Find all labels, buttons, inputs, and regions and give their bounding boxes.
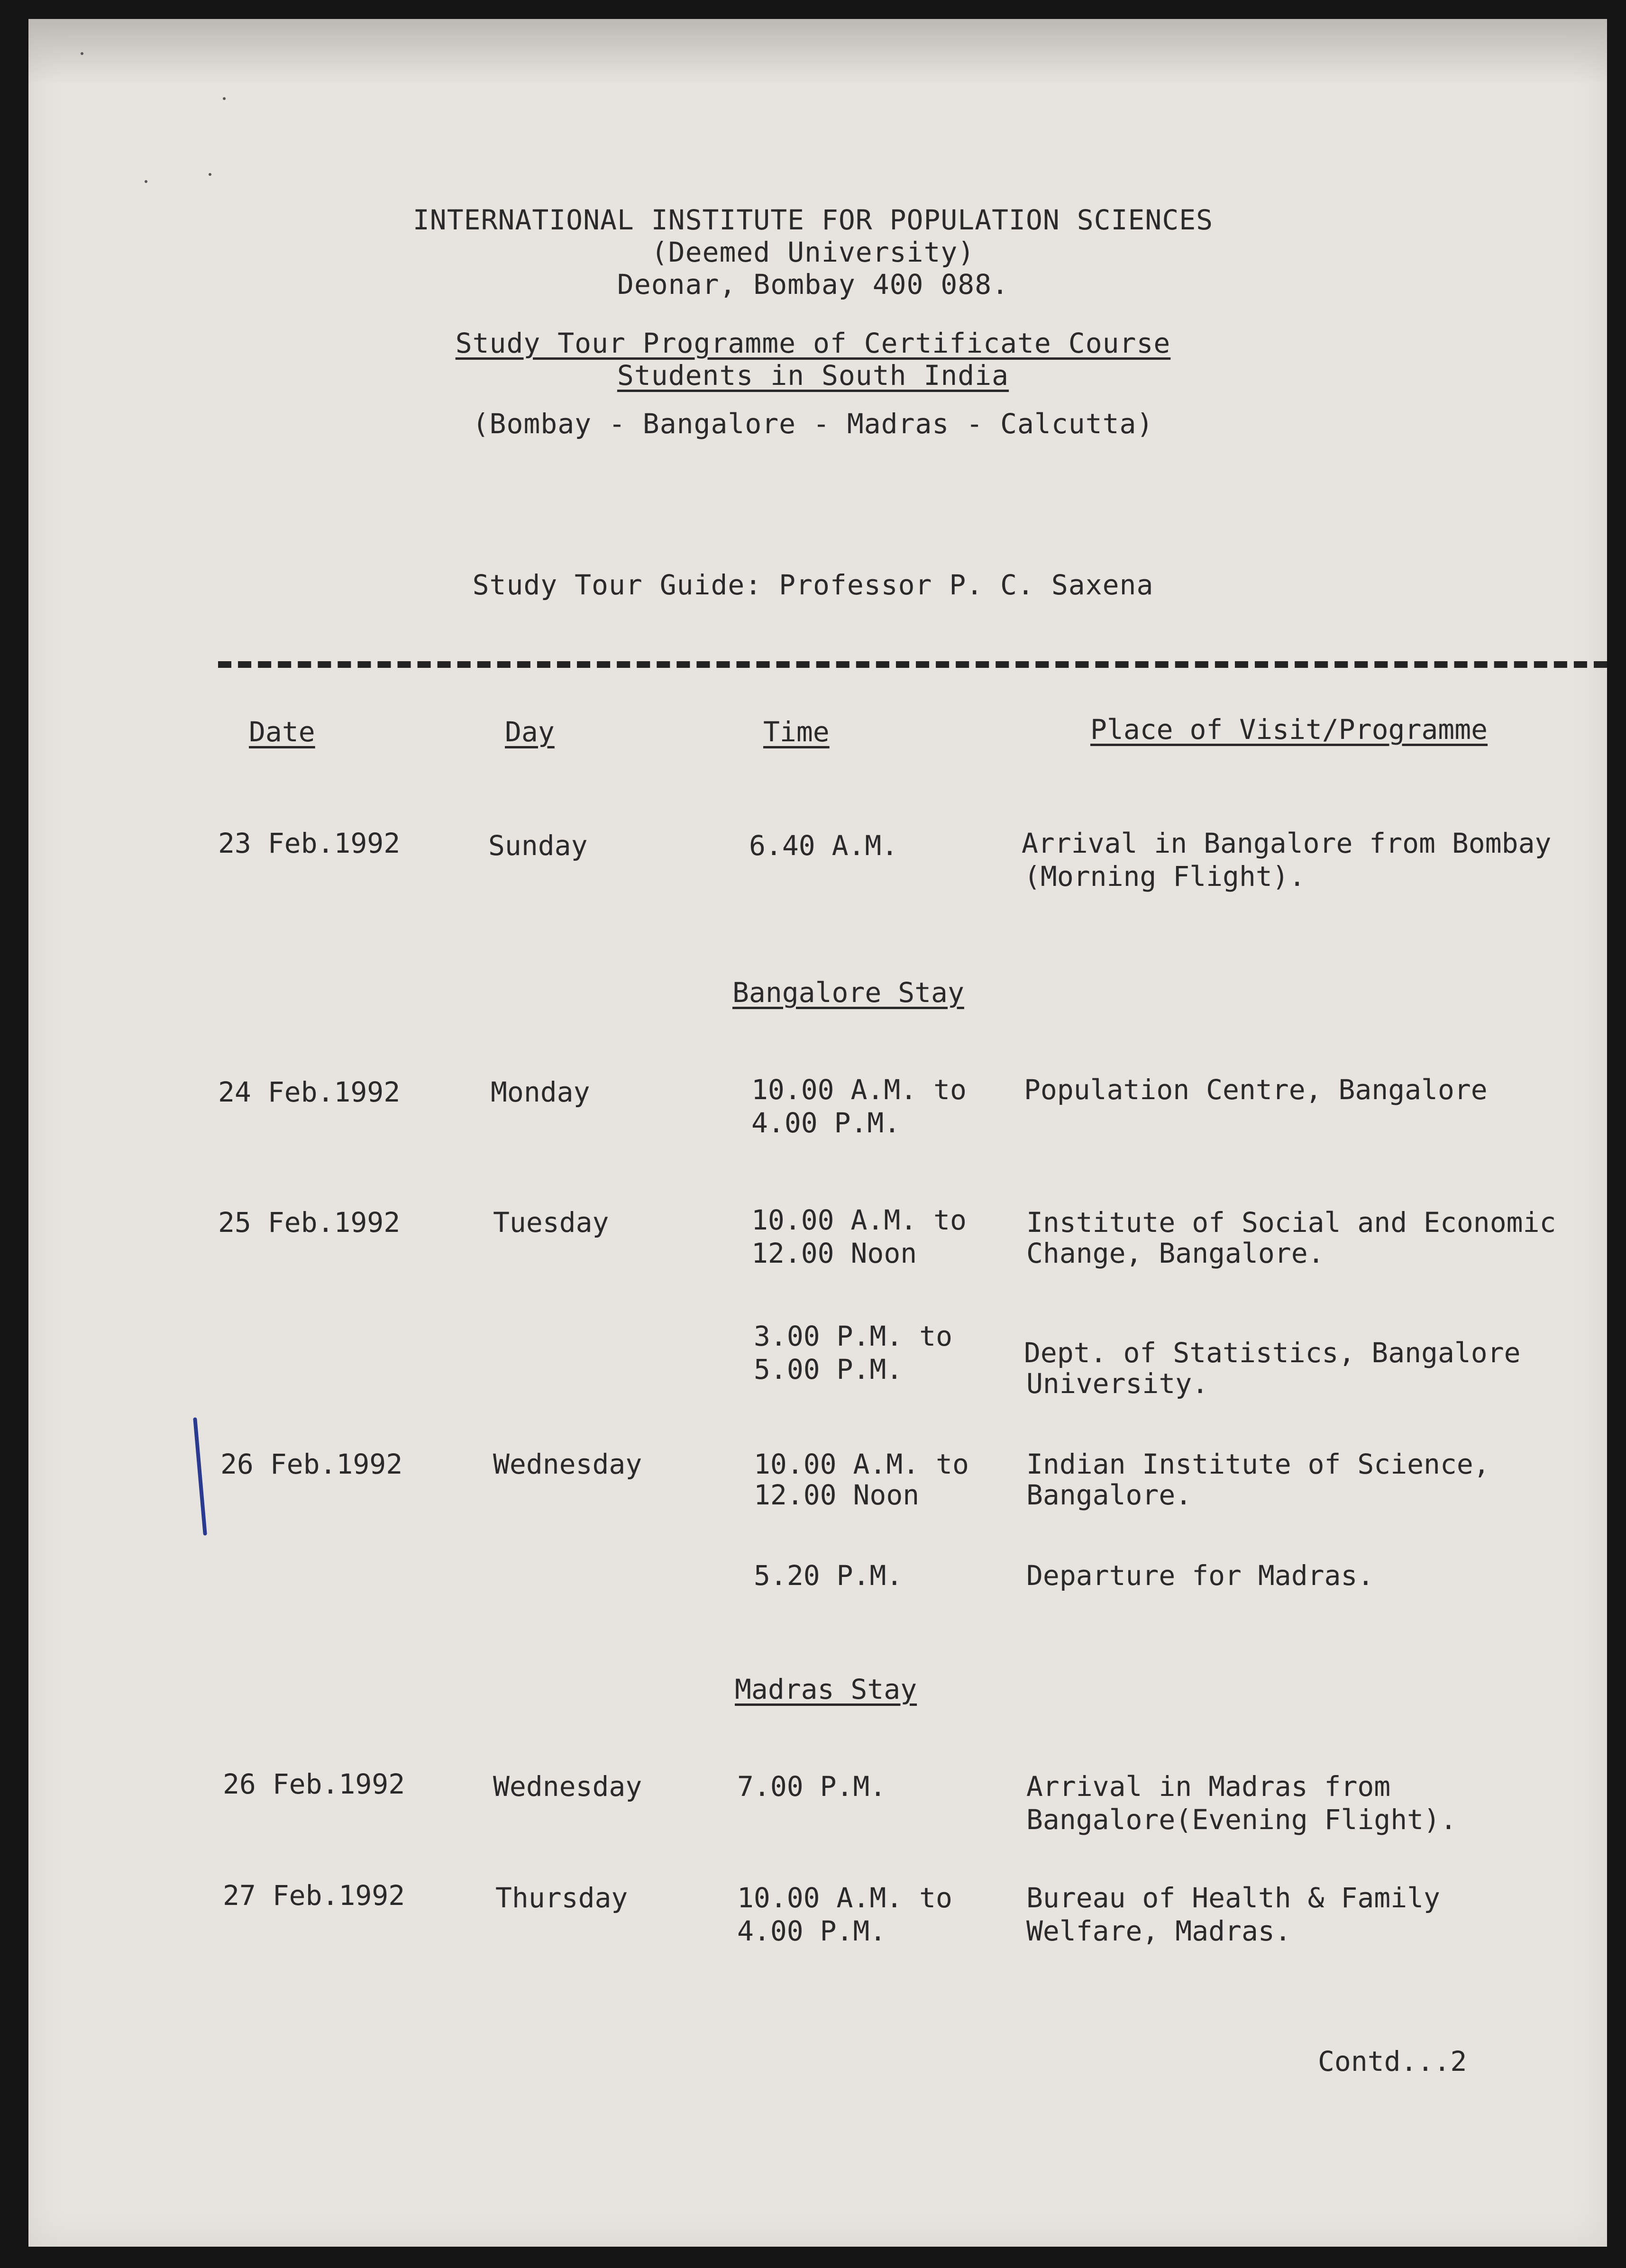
row-place-cont: Bangalore(Evening Flight). <box>1026 1803 1457 1836</box>
row-time: 7.00 P.M. <box>737 1770 886 1803</box>
row-day: Wednesday <box>493 1448 642 1480</box>
ink-speck <box>209 173 211 176</box>
row-place: Indian Institute of Science, <box>1026 1448 1490 1480</box>
row-place-cont: Bangalore. <box>1026 1479 1192 1511</box>
ink-speck <box>145 180 147 183</box>
document-title <box>0 327 1626 359</box>
row-day: Wednesday <box>493 1770 642 1803</box>
institute-address: Deonar, Bombay 400 088. <box>617 268 1009 301</box>
scan-shadow <box>28 19 1607 85</box>
row-date: 23 Feb.1992 <box>218 827 401 859</box>
row-place: Population Centre, Bangalore <box>1024 1074 1488 1106</box>
section-heading: Bangalore Stay <box>732 976 964 1009</box>
row-place: Arrival in Bangalore from Bombay <box>1022 827 1552 859</box>
row-day: Sunday <box>488 829 588 862</box>
continued-note: Contd...2 <box>1318 2045 1467 2077</box>
row-date: 26 Feb.1992 <box>223 1768 405 1800</box>
tour-route: (Bombay - Bangalore - Madras - Calcutta) <box>472 408 1154 440</box>
row-time-cont: 4.00 P.M. <box>737 1915 886 1947</box>
column-header-place: Place of Visit/Programme <box>1090 713 1488 746</box>
row-day: Thursday <box>495 1882 628 1914</box>
row-time: 10.00 A.M. to <box>737 1882 952 1914</box>
column-header-date: Date <box>249 716 315 748</box>
section-heading: Madras Stay <box>735 1673 917 1705</box>
tour-guide: Study Tour Guide: Professor P. C. Saxena <box>472 569 1154 601</box>
row-time: 3.00 P.M. to <box>754 1320 953 1352</box>
row-place-cont: University. <box>1026 1367 1209 1400</box>
column-header-day: Day <box>505 716 555 748</box>
row-place: Institute of Social and Economic <box>1026 1206 1556 1239</box>
row-time: 10.00 A.M. to <box>751 1074 967 1106</box>
row-time: 10.00 A.M. to <box>754 1448 969 1480</box>
ink-speck <box>223 97 226 100</box>
row-time-cont: 12.00 Noon <box>751 1237 917 1269</box>
row-date: 26 Feb.1992 <box>220 1448 403 1480</box>
row-place: Bureau of Health & Family <box>1026 1882 1440 1914</box>
row-place: Arrival in Madras from <box>1026 1770 1391 1803</box>
row-time-cont: 12.00 Noon <box>754 1479 920 1511</box>
row-day: Monday <box>491 1076 590 1108</box>
column-header-time: Time <box>763 716 830 748</box>
row-place-cont: Change, Bangalore. <box>1026 1237 1325 1269</box>
row-time-cont: 5.00 P.M. <box>754 1353 903 1385</box>
row-time-cont: 4.00 P.M. <box>751 1107 901 1139</box>
row-time: 10.00 A.M. to <box>751 1204 967 1236</box>
row-place: Dept. of Statistics, Bangalore <box>1024 1337 1521 1369</box>
row-time: 6.40 A.M. <box>749 829 898 862</box>
title-line-1: Study Tour Programme of Certificate Course <box>455 327 1171 359</box>
row-time: 5.20 P.M. <box>754 1559 903 1592</box>
document-subtitle <box>0 359 1626 392</box>
row-place-cont: Welfare, Madras. <box>1026 1915 1291 1947</box>
institute-status: (Deemed University) <box>651 236 975 268</box>
row-date: 24 Feb.1992 <box>218 1076 401 1108</box>
ink-speck <box>81 52 83 55</box>
row-place-cont: (Morning Flight). <box>1024 860 1306 893</box>
institute-name: INTERNATIONAL INSTITUTE FOR POPULATION SCIENCES <box>412 204 1214 236</box>
row-day: Tuesday <box>493 1206 609 1239</box>
row-date: 27 Feb.1992 <box>223 1879 405 1912</box>
row-place: Departure for Madras. <box>1026 1559 1374 1592</box>
title-line-2: Students in South India <box>617 359 1009 392</box>
row-date: 25 Feb.1992 <box>218 1206 401 1239</box>
dashed-divider <box>218 661 1607 668</box>
